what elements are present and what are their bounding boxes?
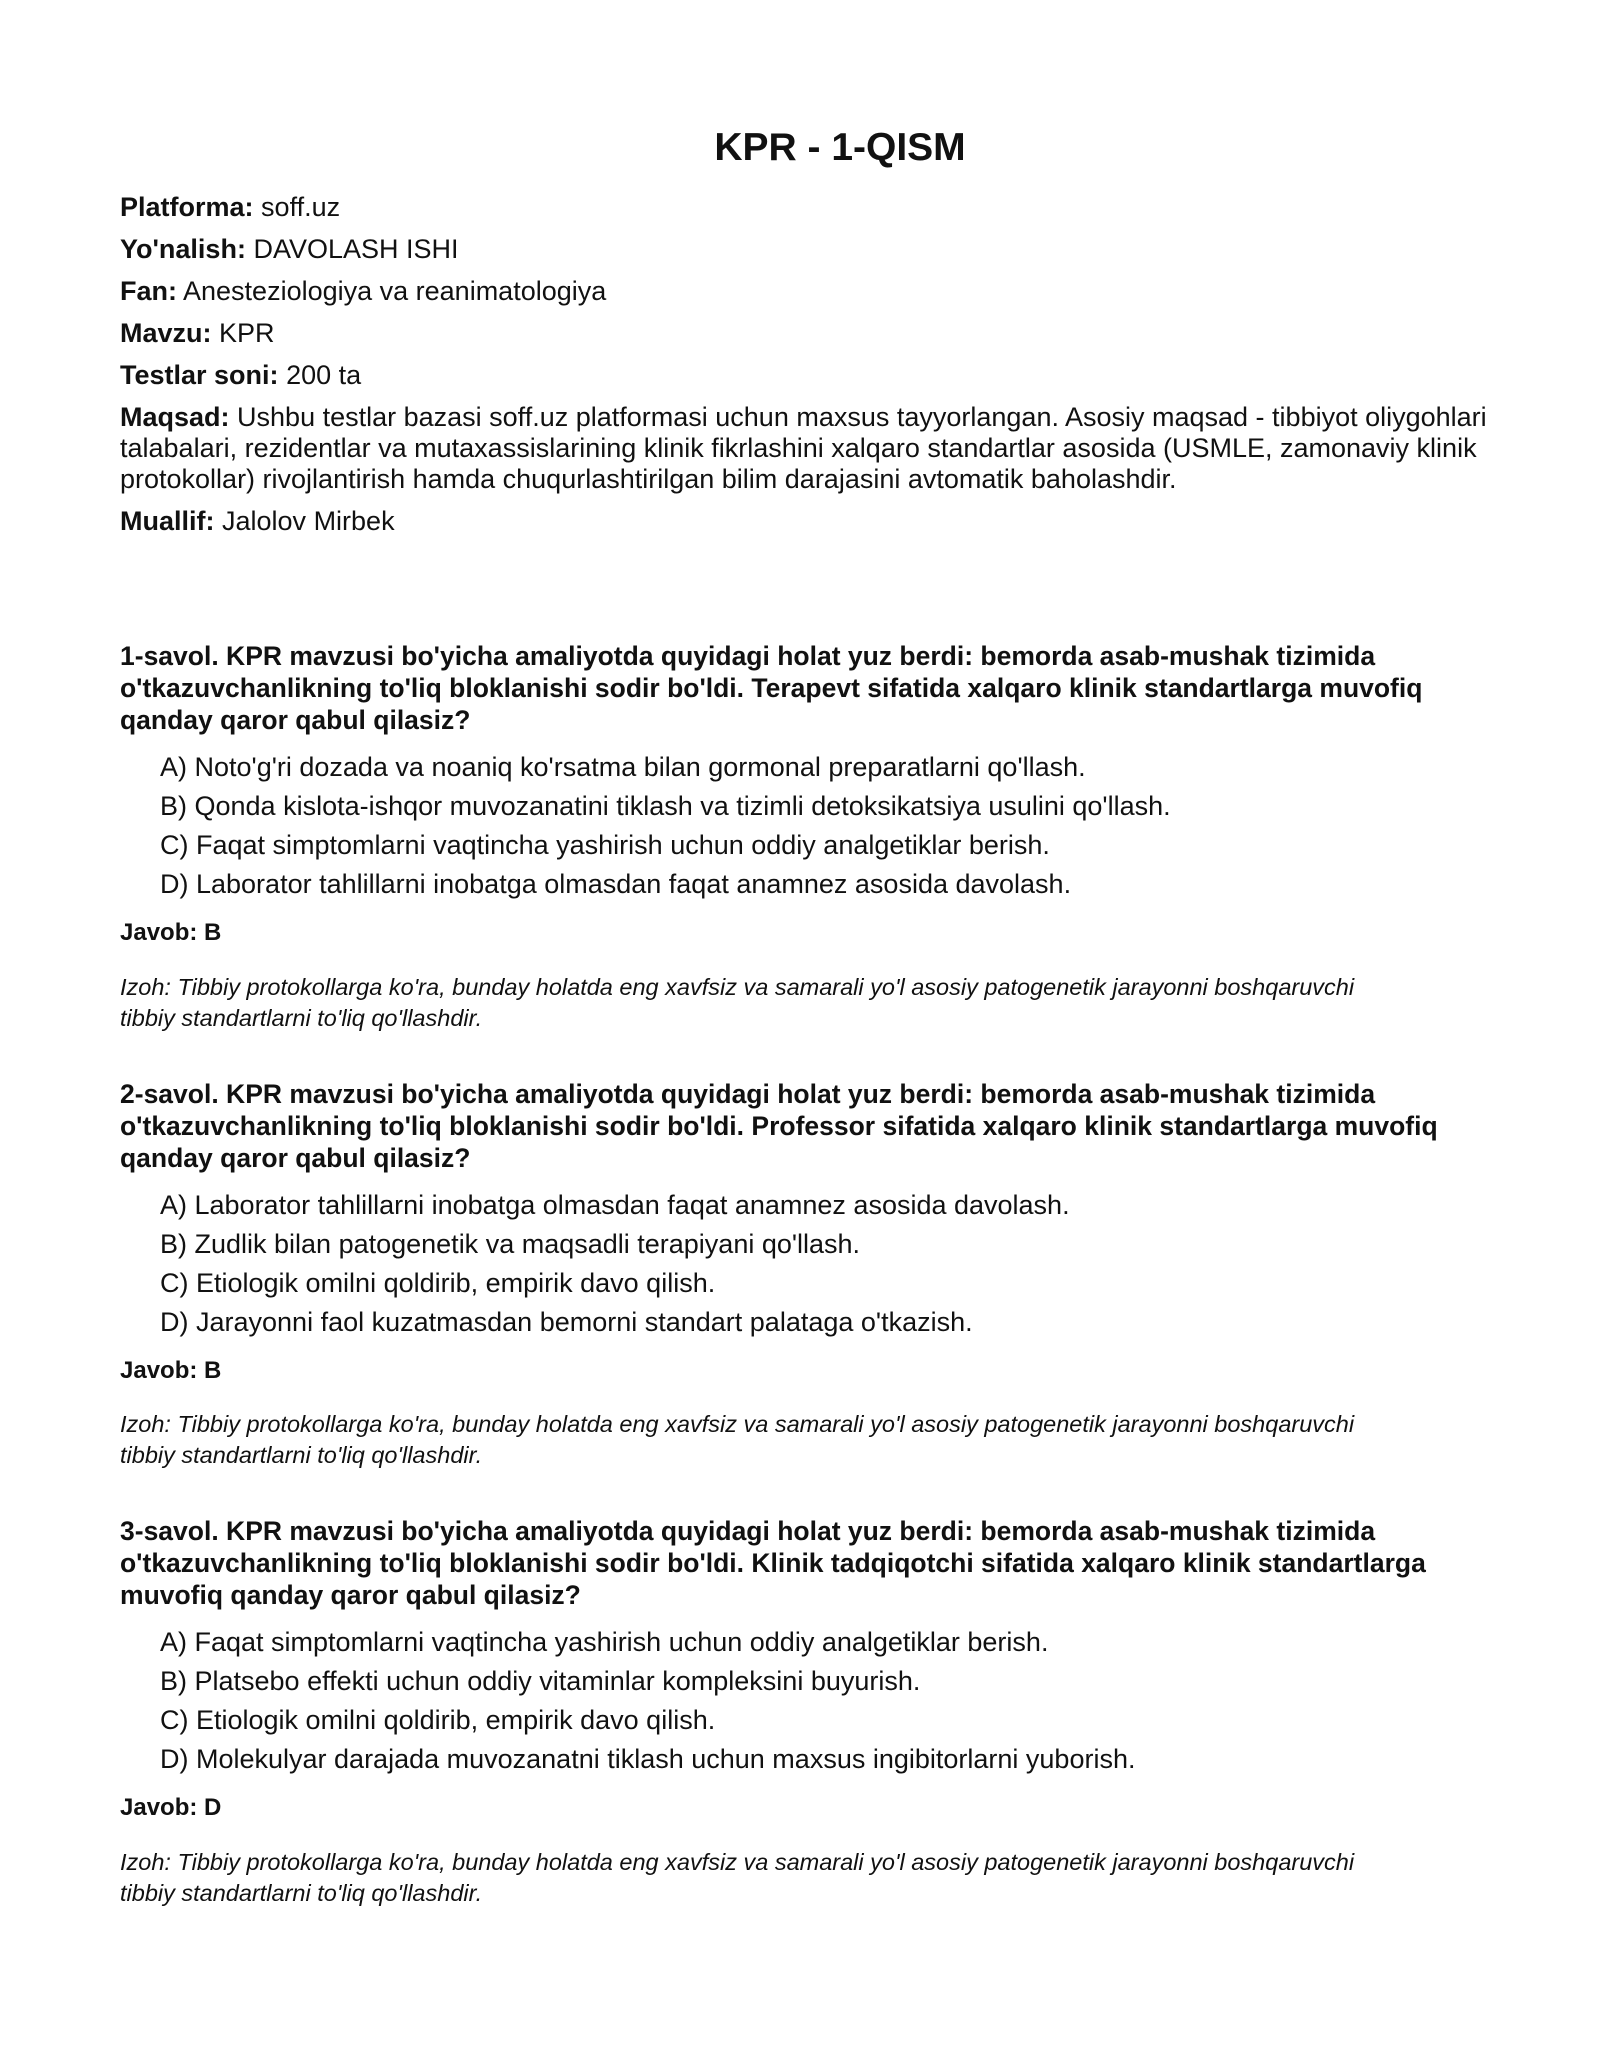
meta-author-label: Muallif: <box>120 506 215 536</box>
meta-direction-value: DAVOLASH ISHI <box>253 234 459 264</box>
option-c: C) Faqat simptomlarni vaqtincha yashirish uchun oddiy analgetiklar berish. <box>160 830 1050 860</box>
meta-goal-value: Ushbu testlar bazasi soff.uz platformasi uchun maxsus tayyorlangan. Asosiy maqsad - tibbiyot oliygohlari talabalari, rezidentlar va mutaxassislarining klinik fikrlashini xalqaro standartlar asosida (USMLE, zamonaviy klinik protokollar) rivojlantirish hamda chuqurlashtirilgan bilim darajasini avtomatik baholashdir. <box>120 402 1487 494</box>
meta-direction <box>120 234 1490 265</box>
explanation: Izoh: Tibbiy protokollarga ko'ra, bunday holatda eng xavfsiz va samarali yo'l asosiy patogenetik jarayonni boshqaruvchi tibbiy standartlarni to'liq qo'llashdir. <box>120 1848 1355 1906</box>
question-text: 1-savol. KPR mavzusi bo'yicha amaliyotda quyidagi holat yuz berdi: bemorda asab-mushak tizimida o'tkazuvchanlikning to'liq bloklanishi sodir bo'ldi. Terapevt sifatida xalqaro klinik standartlarga muvofiq qanday qaror qabul qilasiz? <box>120 641 1423 735</box>
meta-count-value: 200 ta <box>286 360 362 390</box>
meta-topic <box>120 318 1490 349</box>
option-c: C) Etiologik omilni qoldirib, empirik davo qilish. <box>160 1267 716 1298</box>
option-list <box>120 1186 1490 1342</box>
explanation: Izoh: Tibbiy protokollarga ko'ra, bunday holatda eng xavfsiz va samarali yo'l asosiy patogenetik jarayonni boshqaruvchi tibbiy standartlarni to'liq qo'llashdir. <box>120 1411 1355 1468</box>
meta-author-value: Jalolov Mirbek <box>222 506 395 536</box>
meta-subject <box>120 276 1490 307</box>
meta-platform <box>120 192 1490 223</box>
meta-goal-label: Maqsad: <box>120 402 230 432</box>
meta-subject-value: Anesteziologiya va reanimatologiya <box>183 276 607 306</box>
option-b: B) Qonda kislota-ishqor muvozanatini tiklash va tizimli detoksikatsiya usulini qo'llash. <box>160 791 1171 821</box>
option-d: D) Jarayonni faol kuzatmasdan bemorni standart palataga o'tkazish. <box>160 1306 973 1337</box>
option-list <box>120 748 1490 904</box>
answer: Javob: B <box>120 919 222 946</box>
meta-goal <box>120 402 1490 495</box>
meta-count <box>120 360 1490 391</box>
question-2 <box>120 1078 1490 1472</box>
meta-direction-label: Yo'nalish: <box>120 234 246 264</box>
option-d: D) Molekulyar darajada muvozanatni tiklash uchun maxsus ingibitorlarni yuborish. <box>160 1744 1136 1774</box>
option-a: A) Faqat simptomlarni vaqtincha yashirish uchun oddiy analgetiklar berish. <box>160 1627 1049 1657</box>
question-1 <box>120 640 1490 1034</box>
answer: Javob: D <box>120 1794 222 1821</box>
option-list <box>120 1623 1490 1779</box>
page-title: KPR - 1-QISM <box>714 126 966 169</box>
meta-author <box>120 506 1490 537</box>
option-d: D) Laborator tahlillarni inobatga olmasdan faqat anamnez asosida davolash. <box>160 869 1072 899</box>
option-b: B) Zudlik bilan patogenetik va maqsadli terapiyani qo'llash. <box>160 1228 861 1259</box>
meta-block <box>120 192 1490 537</box>
meta-topic-value: KPR <box>219 318 275 348</box>
option-b: B) Platsebo effekti uchun oddiy vitaminlar kompleksini buyurish. <box>160 1666 921 1696</box>
meta-platform-value: soff.uz <box>261 192 341 222</box>
option-a: A) Laborator tahlillarni inobatga olmasdan faqat anamnez asosida davolash. <box>160 1189 1070 1220</box>
explanation: Izoh: Tibbiy protokollarga ko'ra, bunday holatda eng xavfsiz va samarali yo'l asosiy patogenetik jarayonni boshqaruvchi tibbiy standartlarni to'liq qo'llashdir. <box>120 973 1355 1031</box>
question-3 <box>120 1515 1490 1909</box>
answer: Javob: B <box>120 1356 222 1384</box>
meta-topic-label: Mavzu: <box>120 318 212 348</box>
meta-platform-label: Platforma: <box>120 192 254 222</box>
question-text: 3-savol. KPR mavzusi bo'yicha amaliyotda quyidagi holat yuz berdi: bemorda asab-mushak tizimida o'tkazuvchanlikning to'liq bloklanishi sodir bo'ldi. Klinik tadqiqotchi sifatida xalqaro klinik standartlarga muvofiq qanday qaror qabul qilasiz? <box>120 1516 1426 1610</box>
question-text: 2-savol. KPR mavzusi bo'yicha amaliyotda quyidagi holat yuz berdi: bemorda asab-mushak tizimida o'tkazuvchanlikning to'liq bloklanishi sodir bo'ldi. Professor sifatida xalqaro klinik standartlarga muvofiq qanday qaror qabul qilasiz? <box>120 1078 1438 1173</box>
option-a: A) Noto'g'ri dozada va noaniq ko'rsatma bilan gormonal preparatlarni qo'llash. <box>160 752 1086 782</box>
section-spacer <box>120 548 1490 640</box>
option-c: C) Etiologik omilni qoldirib, empirik davo qilish. <box>160 1705 716 1735</box>
meta-count-label: Testlar soni: <box>120 360 279 390</box>
document-page <box>120 118 1490 1953</box>
meta-subject-label: Fan: <box>120 276 177 306</box>
